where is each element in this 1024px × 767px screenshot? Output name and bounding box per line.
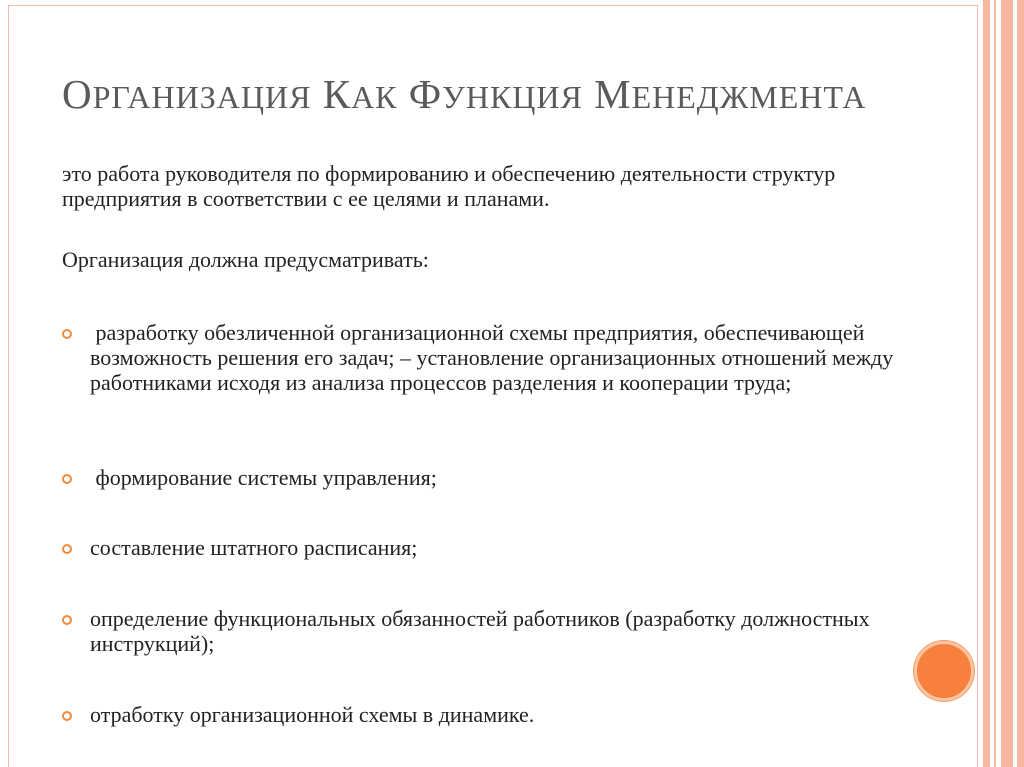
decor-stripe: [1017, 0, 1024, 767]
list-item-text: составление штатного расписания;: [90, 535, 418, 560]
list-item: [62, 702, 962, 727]
decor-stripe: [994, 0, 996, 767]
list-item-text: формирование системы управления;: [90, 465, 437, 490]
list-item-text: разработку обезличенной организационной схемы предприятия, обеспечивающей возможность решения его задач; – установление организационных отношений между работниками исходя из анализа процессов разделения и кооперации труда;: [90, 320, 899, 395]
list-item: [62, 535, 962, 560]
list-item: [62, 465, 962, 490]
list-item-text: отработку организационной схемы в динамике.: [90, 702, 535, 727]
slide-title: ОРГАНИЗАЦИЯ КАК ФУНКЦИЯ МЕНЕДЖМЕНТА: [62, 71, 867, 117]
list-item-text: определение функциональных обязанностей работников (разработку должностных инструкций);: [90, 606, 876, 656]
bullet-circle-icon: [62, 329, 72, 339]
subheading: Организация должна предусматривать:: [62, 247, 429, 272]
bullet-circle-icon: [62, 615, 72, 625]
bullet-circle-icon: [62, 711, 72, 721]
decor-orange-circle: [914, 641, 974, 701]
intro-text: это работа руководителя по формированию и обеспечению деятельности структур предприятия в соответствии с ее целями и планами.: [62, 161, 836, 211]
bullet-circle-icon: [62, 474, 72, 484]
bullet-circle-icon: [62, 544, 72, 554]
decor-stripe: [983, 0, 990, 767]
list-item: [62, 320, 962, 395]
decor-stripe: [1001, 0, 1013, 767]
list-item: [62, 606, 962, 656]
